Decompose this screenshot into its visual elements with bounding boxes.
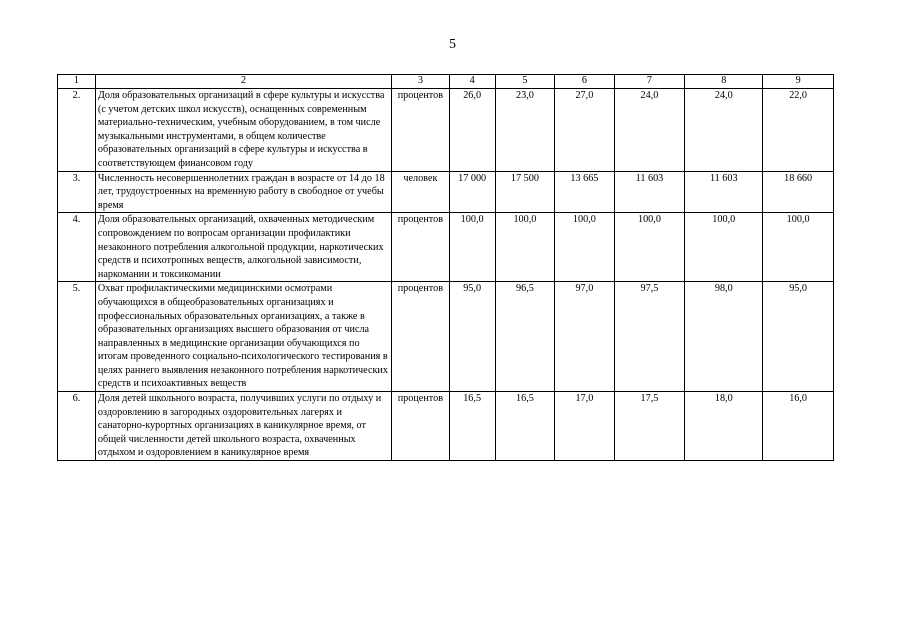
value-cell: 26,0 bbox=[449, 89, 495, 172]
value-cell: 16,5 bbox=[449, 392, 495, 461]
value-cell: 23,0 bbox=[495, 89, 554, 172]
table-row bbox=[58, 213, 834, 282]
value-cell: 18 660 bbox=[763, 171, 834, 213]
value-cell: 11 603 bbox=[614, 171, 685, 213]
value-cell: 100,0 bbox=[555, 213, 614, 282]
indicators-table bbox=[57, 74, 834, 461]
unit-cell: человек bbox=[392, 171, 449, 213]
value-cell: 95,0 bbox=[763, 282, 834, 392]
header-row bbox=[58, 75, 834, 89]
value-cell: 98,0 bbox=[685, 282, 763, 392]
table-row bbox=[58, 171, 834, 213]
value-cell: 24,0 bbox=[614, 89, 685, 172]
value-cell: 97,5 bbox=[614, 282, 685, 392]
value-cell: 100,0 bbox=[495, 213, 554, 282]
indicator-name: Доля детей школьного возраста, получивших услуги по отдыху и оздоровлению в загородных оздоровительных лагерях и санаторно-курортных организациях в каникулярное время, от общей численности детей школьного возраста, охваченных отдыхом и оздоровлением в каникулярное время bbox=[95, 392, 391, 461]
table-row bbox=[58, 282, 834, 392]
value-cell: 16,0 bbox=[763, 392, 834, 461]
value-cell: 22,0 bbox=[763, 89, 834, 172]
value-cell: 96,5 bbox=[495, 282, 554, 392]
column-header: 9 bbox=[763, 75, 834, 89]
row-number: 3. bbox=[58, 171, 96, 213]
column-header: 2 bbox=[95, 75, 391, 89]
indicator-name: Охват профилактическими медицинскими осмотрами обучающихся в общеобразовательных организациях и профессиональных образовательных организациях, а также в образовательных организациях высшего образования от числа направленных в медицинские организации обучающихся по итогам проведенного социально-психологического тестирования в целях раннего выявления незаконного потребления наркотических средств и психоактивных веществ bbox=[95, 282, 391, 392]
unit-cell: процентов bbox=[392, 213, 449, 282]
indicator-name: Доля образовательных организаций, охваченных методическим сопровождением по вопросам организации профилактики незаконного потребления алкогольной продукции, наркотических средств и психотропных веществ, алкогольной зависимости, наркомании и токсикомании bbox=[95, 213, 391, 282]
value-cell: 13 665 bbox=[555, 171, 614, 213]
unit-cell: процентов bbox=[392, 282, 449, 392]
table-row bbox=[58, 392, 834, 461]
column-header: 8 bbox=[685, 75, 763, 89]
value-cell: 97,0 bbox=[555, 282, 614, 392]
value-cell: 27,0 bbox=[555, 89, 614, 172]
value-cell: 17,5 bbox=[614, 392, 685, 461]
value-cell: 100,0 bbox=[449, 213, 495, 282]
unit-cell: процентов bbox=[392, 392, 449, 461]
indicator-name: Численность несовершеннолетних граждан в возрасте от 14 до 18 лет, трудоустроенных на временную работу в свободное от учебы время bbox=[95, 171, 391, 213]
value-cell: 100,0 bbox=[763, 213, 834, 282]
table-row bbox=[58, 89, 834, 172]
value-cell: 17 500 bbox=[495, 171, 554, 213]
page-number: 5 bbox=[449, 37, 456, 52]
value-cell: 24,0 bbox=[685, 89, 763, 172]
column-header: 5 bbox=[495, 75, 554, 89]
indicator-name: Доля образовательных организаций в сфере культуры и искусства (с учетом детских школ искусств), оснащенных современным материально-техническим, учебным оборудованием, в том числе музыкальными инструментами, в общем количестве образовательных организаций в сфере культуры и искусства в соответствующем финансовом году bbox=[95, 89, 391, 172]
column-header: 1 bbox=[58, 75, 96, 89]
value-cell: 100,0 bbox=[614, 213, 685, 282]
row-number: 4. bbox=[58, 213, 96, 282]
column-header: 7 bbox=[614, 75, 685, 89]
row-number: 6. bbox=[58, 392, 96, 461]
value-cell: 17,0 bbox=[555, 392, 614, 461]
value-cell: 18,0 bbox=[685, 392, 763, 461]
column-header: 4 bbox=[449, 75, 495, 89]
value-cell: 95,0 bbox=[449, 282, 495, 392]
row-number: 2. bbox=[58, 89, 96, 172]
value-cell: 16,5 bbox=[495, 392, 554, 461]
column-header: 3 bbox=[392, 75, 449, 89]
row-number: 5. bbox=[58, 282, 96, 392]
value-cell: 17 000 bbox=[449, 171, 495, 213]
column-header: 6 bbox=[555, 75, 614, 89]
value-cell: 11 603 bbox=[685, 171, 763, 213]
unit-cell: процентов bbox=[392, 89, 449, 172]
value-cell: 100,0 bbox=[685, 213, 763, 282]
